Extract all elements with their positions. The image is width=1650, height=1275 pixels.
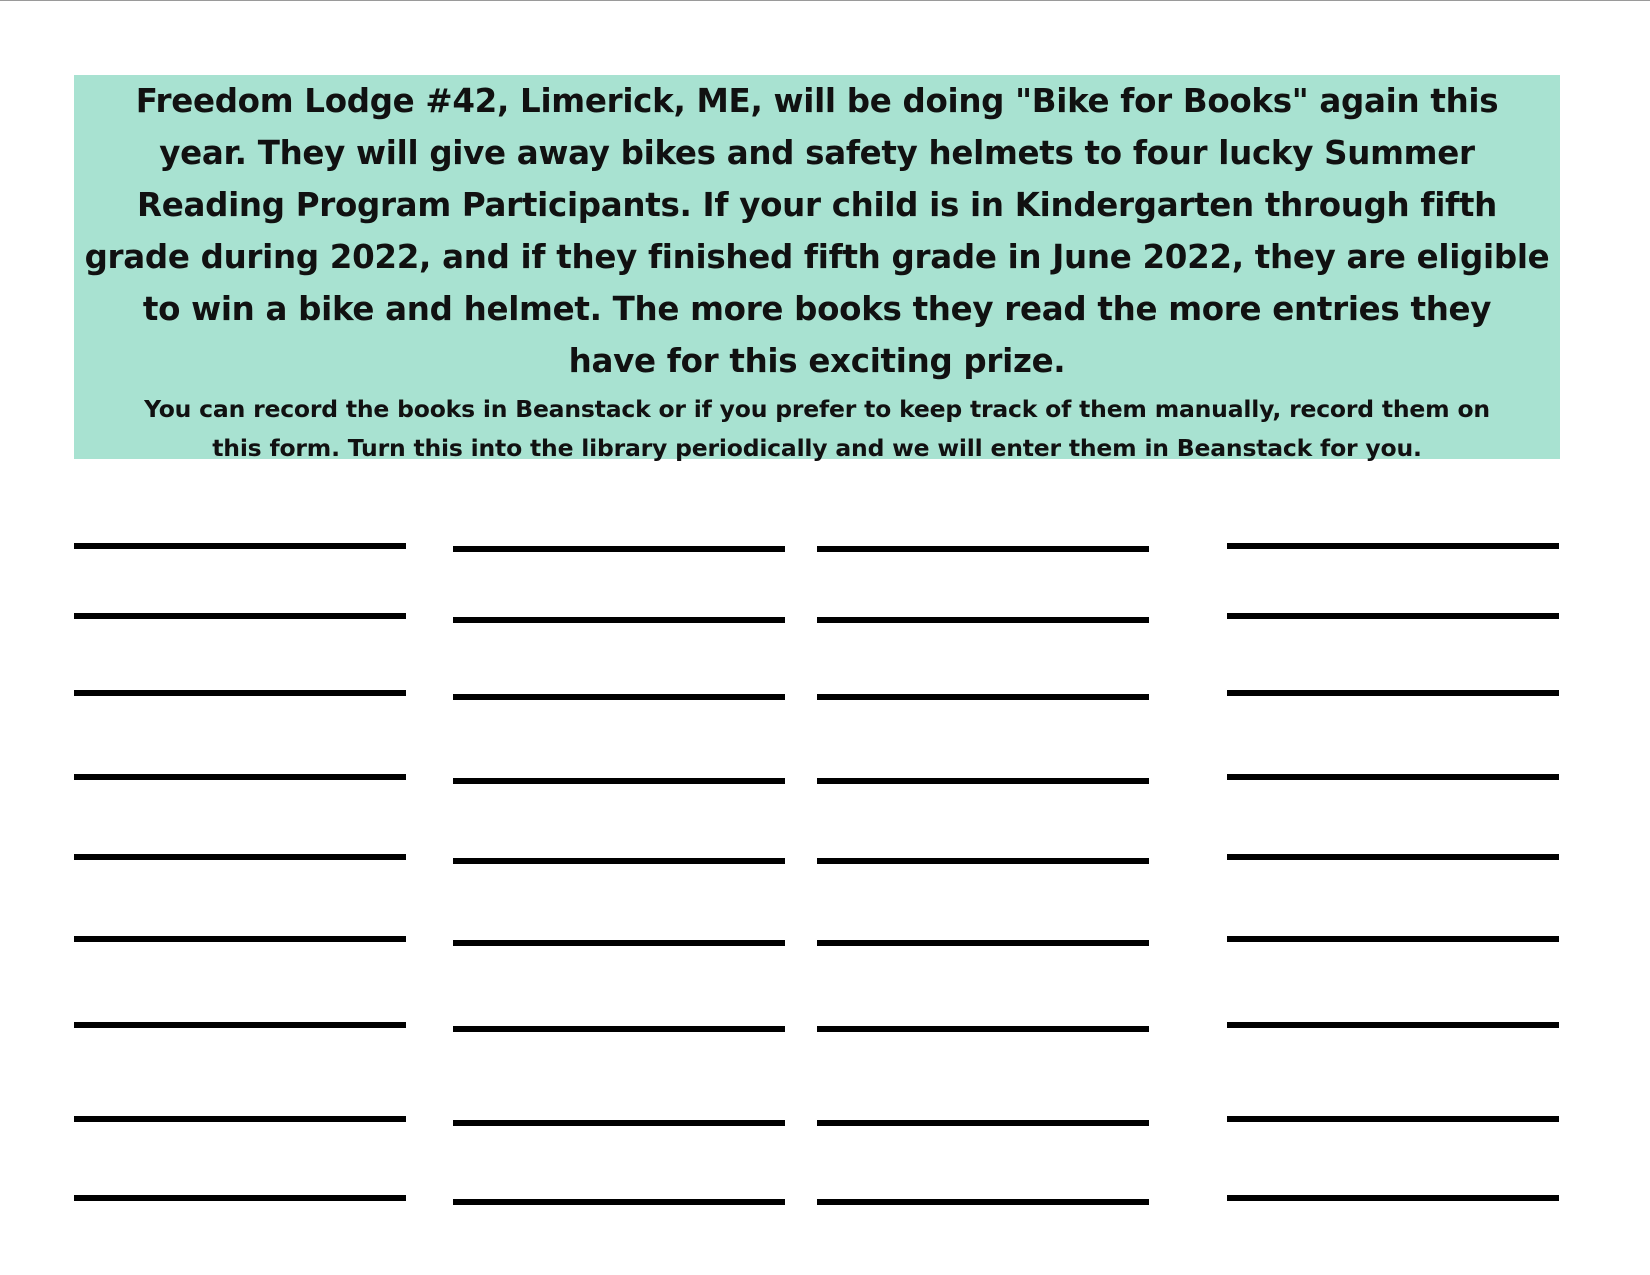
announcement-banner — [74, 75, 1560, 462]
book-entry-line[interactable] — [817, 694, 1149, 700]
instructions-text: You can record the books in Beanstack or if you prefer to keep track of them manually, record them on this form. Turn this into the library periodically and we will enter them in Beanstack for you. — [144, 395, 1490, 462]
book-entry-line[interactable] — [453, 858, 785, 864]
book-entry-line[interactable] — [817, 546, 1149, 552]
book-entry-line[interactable] — [74, 613, 406, 619]
book-entry-line[interactable] — [453, 778, 785, 784]
announcement-text: Freedom Lodge #42, Limerick, ME, will be doing "Bike for Books" again this year. They will give away bikes and safety helmets to four lucky Summer Reading Program Participants. If your child is in Kindergarten through fifth grade during 2022, and if they finished fifth grade in June 2022, they are eligible to win a bike and helmet. The more books they read the more entries they have for this exciting prize. — [84, 82, 1550, 380]
book-entry-line[interactable] — [817, 1199, 1149, 1205]
book-entry-line[interactable] — [453, 1199, 785, 1205]
book-entry-line[interactable] — [453, 617, 785, 623]
page-top-border — [0, 0, 1650, 1]
book-entry-line[interactable] — [1227, 690, 1559, 696]
book-entry-line[interactable] — [1227, 1195, 1559, 1201]
book-entry-line[interactable] — [1227, 936, 1559, 942]
book-entry-line[interactable] — [817, 617, 1149, 623]
book-entry-line[interactable] — [74, 543, 406, 549]
book-entry-line[interactable] — [453, 1026, 785, 1032]
book-entry-line[interactable] — [1227, 1022, 1559, 1028]
book-entry-line[interactable] — [453, 940, 785, 946]
book-entry-line[interactable] — [1227, 854, 1559, 860]
book-entry-line[interactable] — [817, 1120, 1149, 1126]
book-entry-line[interactable] — [453, 1120, 785, 1126]
book-entry-line[interactable] — [74, 690, 406, 696]
book-entry-line[interactable] — [1227, 613, 1559, 619]
book-entry-line[interactable] — [1227, 774, 1559, 780]
book-entry-line[interactable] — [74, 1116, 406, 1122]
book-entry-line[interactable] — [817, 778, 1149, 784]
book-entry-line[interactable] — [74, 774, 406, 780]
book-entry-line[interactable] — [74, 1195, 406, 1201]
book-entry-line[interactable] — [817, 858, 1149, 864]
book-entry-line[interactable] — [453, 694, 785, 700]
book-entry-line[interactable] — [74, 936, 406, 942]
book-entry-line[interactable] — [1227, 1116, 1559, 1122]
book-entry-line[interactable] — [74, 1022, 406, 1028]
book-entry-line[interactable] — [74, 854, 406, 860]
book-entry-line[interactable] — [453, 546, 785, 552]
book-entry-line[interactable] — [817, 1026, 1149, 1032]
book-entry-line[interactable] — [817, 940, 1149, 946]
book-entry-line[interactable] — [1227, 543, 1559, 549]
